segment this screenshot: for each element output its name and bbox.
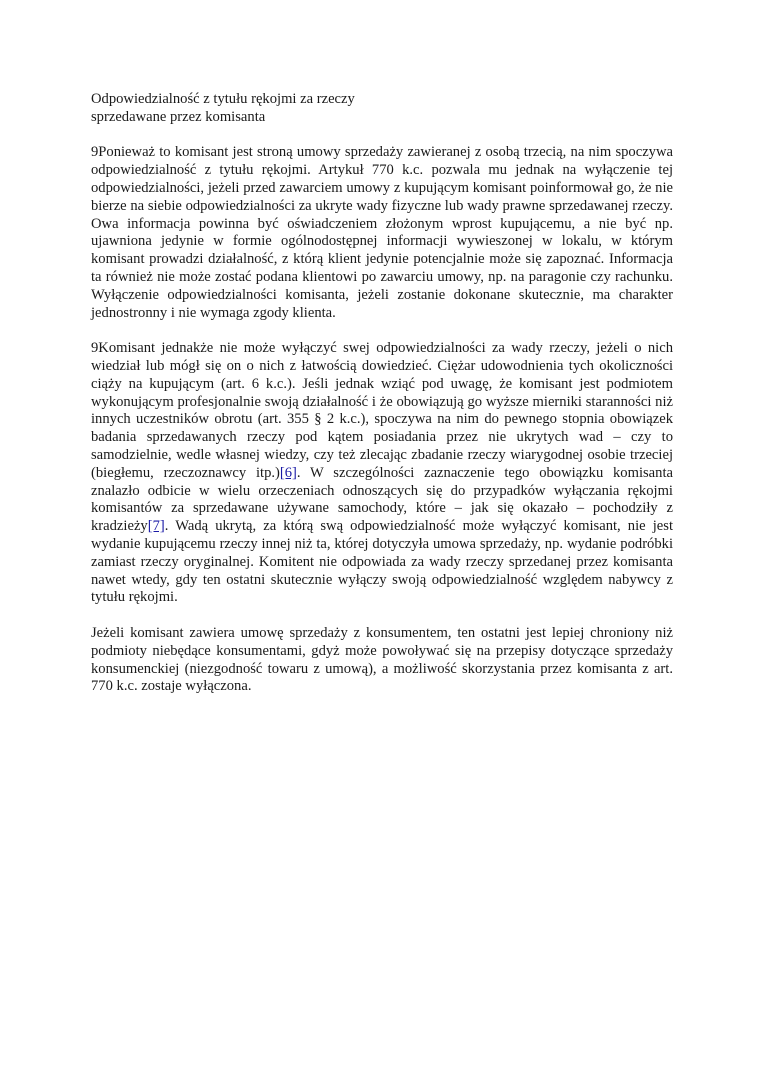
document-page — [91, 91, 673, 714]
paragraph-2-part-1: 9Komisant jednakże nie może wyłączyć swej odpowiedzialności za wady rzeczy, jeżeli o nich wiedział lub mógł się on o nich z łatwością dowiedzieć. Ciężar udowodnienia tych okoliczności ciąży na kupującym (art. 6 k.c.). Jeśli jednak wziąć pod uwagę, że komisant jest podmiotem wykonującym profesjonalnie swoją działalność i że obowiązują go wyższe mierniki staranności niż innych uczestników obrotu (art. 355 § 2 k.c.), spoczywa na nim do pewnego stopnia obowiązek badania sprzedawanych rzeczy pod kątem posiadania przez nie ukrytych wad – czy to samodzielnie, wedle własnej wiedzy, czy też zlecając zbadanie rzeczy wiarygodnej osobie trzeciej (biegłemu, rzeczoznawcy itp.) — [91, 340, 673, 481]
paragraph-1: 9Ponieważ to komisant jest stroną umowy sprzedaży zawieranej z osobą trzecią, na nim spoczywa odpowiedzialność z tytułu rękojmi. Artykuł 770 k.c. pozwala mu jednak na wyłączenie tej odpowiedzialności, jeżeli przed zawarciem umowy z kupującym komisant poinformował go, że nie bierze na siebie odpowiedzialności za ukryte wady fizyczne lub wady prawne sprzedawanej rzeczy. Owa informacja powinna być oświadczeniem złożonym wprost kupującemu, a nie być np. ujawniona jedynie w formie ogólnodostępnej informacji wywieszonej w lokalu, w którym komisant prowadzi działalność, z którą klient jedynie potencjalnie może się zapoznać. Informacja ta również nie może zostać podana klientowi po zawarciu umowy, np. na paragonie czy rachunku. Wyłączenie odpowiedzialności komisanta, jeżeli zostanie dokonane skutecznie, ma charakter jednostronny i nie wymaga zgody klienta. — [91, 144, 673, 321]
footnote-link-7[interactable]: [7] — [147, 518, 165, 535]
paragraph-2-part-3: . Wadą ukrytą, za którą swą odpowiedzialność może wyłączyć komisant, nie jest wydanie kupującemu rzeczy innej niż ta, której dotyczyła umowa sprzedaży, np. wydanie podróbki zamiast rzeczy oryginalnej. Komitent nie odpowiada za wady rzeczy sprzedanej przez komisanta nawet wtedy, gdy ten ostatni skutecznie wyłączy swoją odpowiedzialność względem nabywcy z tytułu rękojmi. — [91, 518, 673, 606]
paragraph-2-part-2: . W szczególności zaznaczenie tego obowiązku komisanta znalazło odbicie w wielu orzeczeniach odnoszących się do przypadków wyłączania rękojmi komisantów za sprzedawane używane samochody, które – jak się okazało – pochodziły z kradzieży — [91, 464, 673, 535]
title-line-2: sprzedawane przez komisanta — [91, 108, 266, 125]
paragraph-3: Jeżeli komisant zawiera umowę sprzedaży z konsumentem, ten ostatni jest lepiej chroniony niż podmioty niebędące konsumentami, gdyż może powoływać się na przepisy dotyczące sprzedaży konsumenckiej (niezgodność towaru z umową), a możliwość skorzystania przez komisanta z art. 770 k.c. zostaje wyłączona. — [91, 624, 673, 695]
document-title — [91, 91, 673, 127]
paragraph-2 — [91, 340, 673, 607]
footnote-link-6[interactable]: [6] — [279, 464, 297, 481]
title-line-1: Odpowiedzialność z tytułu rękojmi za rzeczy — [91, 91, 355, 107]
